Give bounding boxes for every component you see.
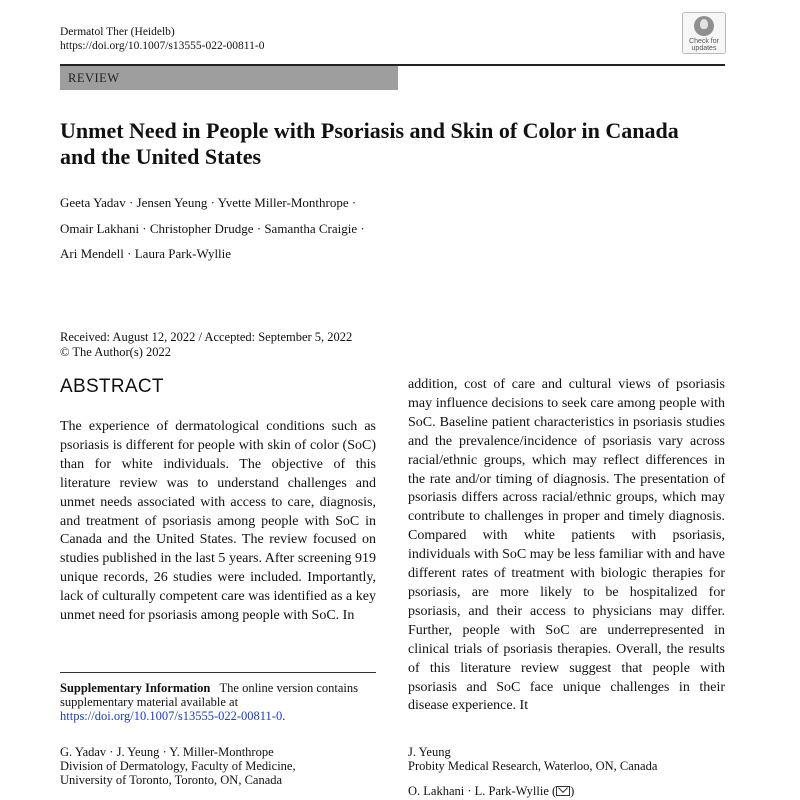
- received-accepted: Received: August 12, 2022 / Accepted: September 5, 2022: [60, 330, 353, 344]
- doi-link[interactable]: https://doi.org/10.1007/s13555-022-00811-0: [60, 40, 265, 52]
- abstract-text-col1: The experience of dermatological conditions such as psoriasis is different for people with skin of color (SoC) than for white individuals. The objective of this literature review was to understand challenges and unmet needs associated with access to care, diagnosis, and treatment of psoriasis among people with SoC in Canada and the United States. The review focused on studies published in the last 5 years. After screening 919 unique records, 26 studies were included. Importantly, lack of culturally competent care was identified as a key unmet need for psoriasis among people with SoC. In: [60, 419, 376, 624]
- section-label: REVIEW: [60, 66, 398, 90]
- journal-name: Dermatol Ther (Heidelb): [60, 26, 175, 38]
- author-list: [60, 190, 660, 267]
- abstract-heading: ABSTRACT: [60, 376, 164, 397]
- affiliation-names: J. Yeung: [408, 745, 451, 759]
- affiliation-inst: University of Toronto, Toronto, ON, Canada: [60, 773, 283, 787]
- affiliation-dept: Division of Dermatology, Faculty of Medicine,: [60, 759, 296, 773]
- affiliation-names: G. Yadav · J. Yeung · Y. Miller-Monthrope: [60, 745, 274, 759]
- affiliation-left: [60, 745, 376, 787]
- affiliation-inst: Probity Medical Research, Waterloo, ON, Canada: [408, 759, 658, 773]
- author-line: Geeta Yadav · Jensen Yeung · Yvette Miller-Monthrope ·: [60, 195, 357, 210]
- abstract-text-col2: addition, cost of care and cultural views of psoriasis may influence decisions to seek care among people with SoC. Baseline patient characteristics in psoriasis studies and the prevalence/incidence of psoriasis vary across racial/ethnic groups, which may reflect differences in the rate and/or timing of diagnosis. The presentation of psoriasis differs across racial/ethnic groups, which may contribute to challenges in proper and timely diagnosis. Compared with white patients with psoriasis, individuals with SoC may be less familiar with and have different rates of treatment with biologic therapies for psoriasis, are more likely to be hospitalized for psoriasis, and their access to physicians may differ. Further, people with SoC are underrepresented in clinical trials of psoriasis therapies. Overall, the results of this literature review suggest that people with psoriasis and SoC face unique challenges in their disease experience. It: [408, 377, 725, 714]
- footnote-rule: [60, 672, 376, 673]
- article-title: Unmet Need in People with Psoriasis and Skin of Color in Canada and the United States: [60, 118, 679, 169]
- badge-label: Check for updates: [689, 38, 719, 52]
- affiliation-names: O. Lakhani · L. Park-Wyllie: [408, 784, 549, 798]
- supplementary-link[interactable]: https://doi.org/10.1007/s13555-022-00811-0: [60, 709, 283, 723]
- article-dates: [60, 330, 352, 359]
- supplementary-text: The online version contains supplementary material available at: [60, 681, 359, 709]
- supplementary-info: Supplementary Information The online version contains supplementary material available at https://doi.org/10.1007/s13555-022-00811-0.: [60, 681, 359, 723]
- supplementary-label: Supplementary Information: [60, 681, 211, 695]
- author-line: Omair Lakhani · Christopher Drudge · Samantha Craigie ·: [60, 220, 365, 236]
- crossmark-icon: [694, 16, 714, 36]
- author-line: Ari Mendell · Laura Park-Wyllie: [60, 246, 232, 261]
- affiliation-right: [408, 745, 725, 773]
- affiliation-right-2: O. Lakhani · L. Park-Wyllie ( ): [408, 784, 575, 798]
- copyright: © The Author(s) 2022: [60, 344, 171, 359]
- email-icon[interactable]: [556, 786, 570, 796]
- journal-header: [60, 25, 264, 53]
- check-for-updates-badge[interactable]: [682, 12, 726, 54]
